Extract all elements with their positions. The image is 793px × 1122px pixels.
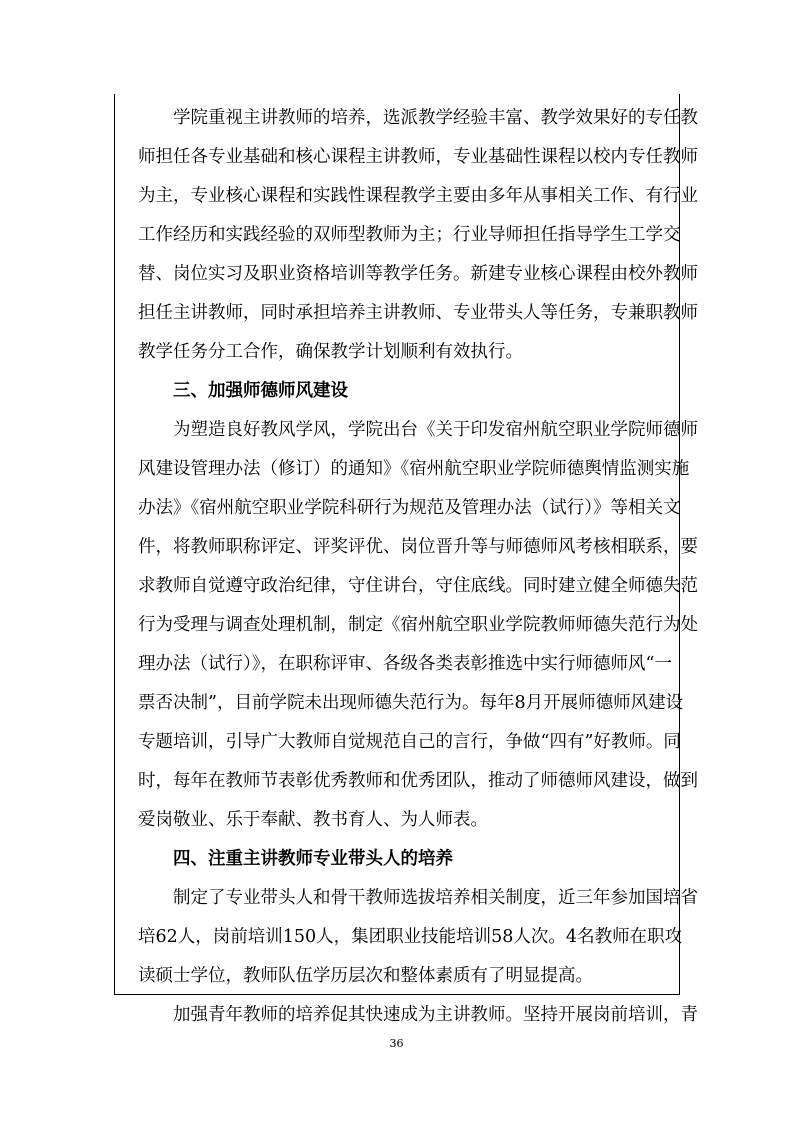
paragraph-3-line-1: 制定了专业带头人和骨干教师选拔培养相关制度，近三年参加国培省 <box>173 888 698 908</box>
paragraph-2-line-2: 风建设管理办法（修订）的通知》《宿州航空职业学院师德舆情监测实施 <box>138 459 690 479</box>
paragraph-1-line-6: 担任主讲教师，同时承担培养主讲教师、专业带头人等任务，专兼职教师 <box>138 303 698 323</box>
paragraph-4-line-1: 加强青年教师的培养促其快速成为主讲教师。坚持开展岗前培训，青 <box>173 1005 698 1025</box>
paragraph-3-line-3: 读硕士学位，教师队伍学历层次和整体素质有了明显提高。 <box>138 966 593 986</box>
page-number: 36 <box>389 1037 404 1050</box>
paragraph-2-line-7: 理办法（试行）》，在职称评审、各级各类表彰推选中实行师德师风“一 <box>138 654 672 674</box>
paragraph-3-line-2: 培62人，岗前培训150人，集团职业技能培训58人次。4名教师在职攻 <box>138 927 683 947</box>
paragraph-1-line-1: 学院重视主讲教师的培养，选派教学经验丰富、教学效果好的专任教 <box>173 108 698 128</box>
section-heading-3: 三、加强师德师风建设 <box>173 381 348 401</box>
paragraph-1-line-3: 为主，专业核心课程和实践性课程教学主要由多年从事相关工作、有行业 <box>138 186 698 206</box>
paragraph-1-line-2: 师担任各专业基础和核心课程主讲教师，专业基础性课程以校内专任教师 <box>138 147 698 167</box>
paragraph-2-line-10: 时，每年在教师节表彰优秀教师和优秀团队，推动了师德师风建设，做到 <box>138 771 698 791</box>
section-heading-4: 四、注重主讲教师专业带头人的培养 <box>173 849 453 869</box>
paragraph-1-line-5: 替、岗位实习及职业资格培训等教学任务。新建专业核心课程由校外教师 <box>138 264 698 284</box>
paragraph-2-line-11: 爱岗敬业、乐于奉献、教书育人、为人师表。 <box>138 810 488 830</box>
paragraph-1-line-7: 教学任务分工合作，确保教学计划顺利有效执行。 <box>138 342 523 362</box>
paragraph-2-line-9: 专题培训，引导广大教师自觉规范自己的言行，争做“四有”好教师。同 <box>138 732 681 752</box>
paragraph-2-line-8: 票否决制”，目前学院未出现师德失范行为。每年8月开展师德师风建设 <box>138 693 684 713</box>
paragraph-2-line-1: 为塑造良好教风学风，学院出台《关于印发宿州航空职业学院师德师 <box>173 420 698 440</box>
paragraph-1-line-4: 工作经历和实践经验的双师型教师为主；行业导师担任指导学生工学交 <box>138 225 681 245</box>
paragraph-2-line-5: 求教师自觉遵守政治纪律，守住讲台，守住底线。同时建立健全师德失范 <box>138 576 698 596</box>
paragraph-2-line-6: 行为受理与调查处理机制，制定《宿州航空职业学院教师师德失范行为处 <box>138 615 698 635</box>
paragraph-2-line-3: 办法》《宿州航空职业学院科研行为规范及管理办法（试行）》等相关文 <box>138 498 681 518</box>
paragraph-2-line-4: 件，将教师职称评定、评奖评优、岗位晋升等与师德师风考核相联系，要 <box>138 537 698 557</box>
